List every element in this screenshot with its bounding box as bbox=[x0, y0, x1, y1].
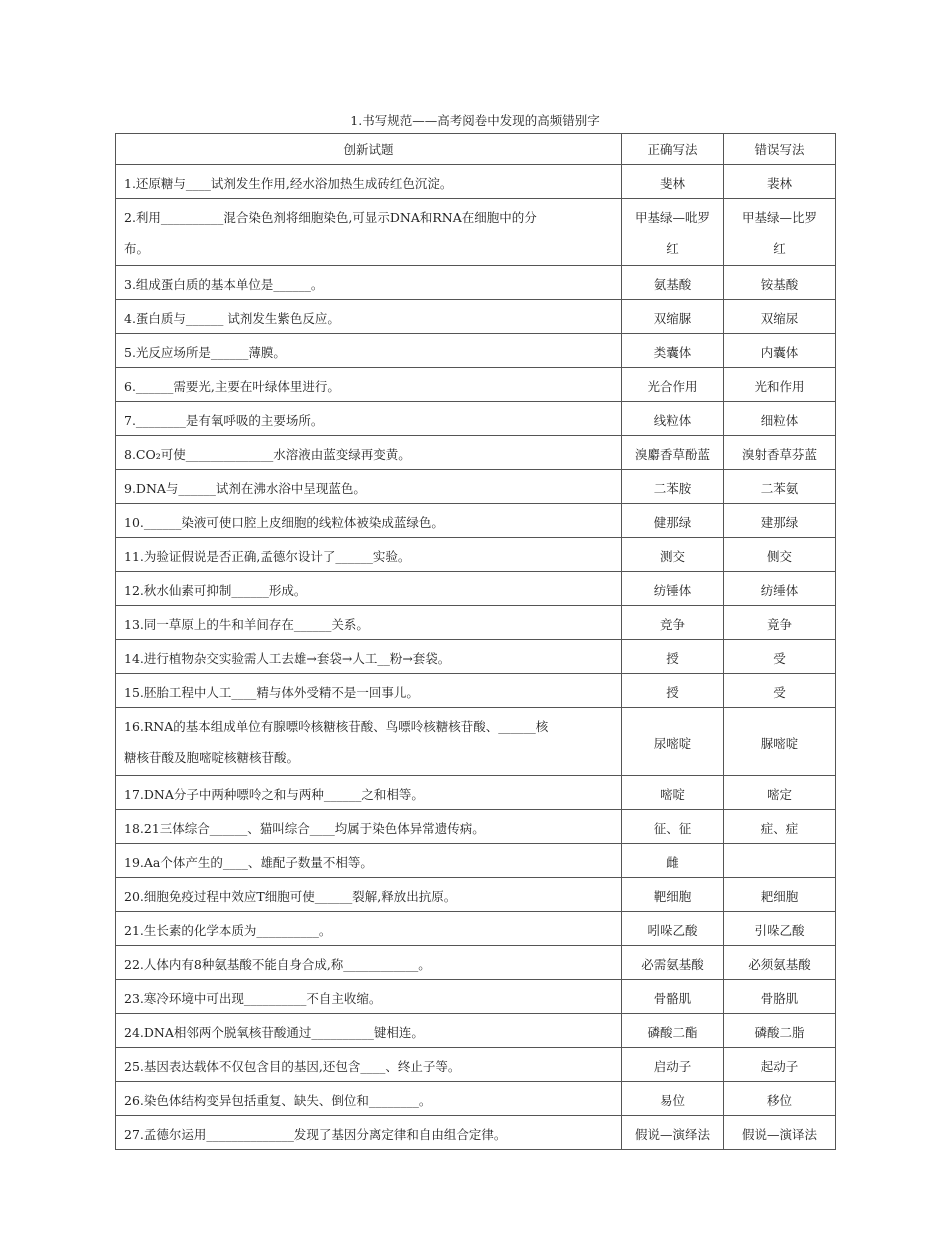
table-row bbox=[116, 911, 836, 945]
wrong-answer-cell bbox=[724, 979, 836, 1013]
wrong-answer-text: 光和作用 bbox=[754, 379, 805, 395]
wrong-answer-cell bbox=[724, 368, 836, 402]
table-row bbox=[116, 979, 836, 1013]
question-text: 9.DNA与______试剂在沸水浴中呈现蓝色。 bbox=[124, 481, 366, 497]
wrong-answer-text: 铵基酸 bbox=[760, 277, 799, 293]
wrong-answer-text: 耙细胞 bbox=[760, 888, 799, 904]
table-row bbox=[116, 877, 836, 911]
wrong-answer-text: 侧交 bbox=[766, 549, 792, 565]
question-cell bbox=[116, 504, 622, 538]
wrong-answer-cell bbox=[724, 1081, 836, 1115]
correct-answer-text: 测交 bbox=[659, 549, 685, 565]
typo-table bbox=[115, 133, 836, 1150]
correct-answer-cell bbox=[622, 334, 724, 368]
table-row bbox=[116, 708, 836, 775]
wrong-answer-text: 受 bbox=[773, 651, 786, 667]
correct-answer-cell bbox=[622, 300, 724, 334]
wrong-answer-text: 二苯氨 bbox=[760, 481, 799, 497]
question-text: 7.________是有氧呼吸的主要场所。 bbox=[124, 413, 324, 429]
question-cell bbox=[116, 266, 622, 300]
correct-answer-text: 纺锤体 bbox=[653, 583, 692, 599]
correct-answer-text: 吲哚乙酸 bbox=[647, 922, 698, 938]
wrong-answer-cell bbox=[724, 300, 836, 334]
wrong-answer-cell bbox=[724, 640, 836, 674]
question-cell bbox=[116, 1047, 622, 1081]
wrong-answer-cell bbox=[724, 809, 836, 843]
question-cell bbox=[116, 334, 622, 368]
question-cell bbox=[116, 809, 622, 843]
table-row bbox=[116, 775, 836, 809]
correct-answer-cell bbox=[622, 199, 724, 266]
correct-answer-text: 健那绿 bbox=[653, 515, 692, 531]
wrong-answer-text: 必须氨基酸 bbox=[748, 956, 811, 972]
question-text: 糖核苷酸及胞嘧啶核糖核苷酸。 bbox=[124, 750, 300, 766]
wrong-answer-cell bbox=[724, 266, 836, 300]
question-text: 2.利用__________混合染色剂将细胞染色,可显示DNA和RNA在细胞中的分 bbox=[124, 210, 537, 225]
question-cell bbox=[116, 606, 622, 640]
wrong-answer-text: 纺缍体 bbox=[760, 583, 799, 599]
question-text: 27.孟德尔运用______________发现了基因分离定律和自由组合定律。 bbox=[124, 1126, 507, 1142]
question-cell bbox=[116, 572, 622, 606]
table-row bbox=[116, 572, 836, 606]
question-cell bbox=[116, 538, 622, 572]
correct-answer-text: 靶细胞 bbox=[653, 888, 692, 904]
question-text: 10.______染液可使口腔上皮细胞的线粒体被染成蓝绿色。 bbox=[124, 515, 444, 531]
question-cell bbox=[116, 843, 622, 877]
correct-answer-cell bbox=[622, 504, 724, 538]
wrong-answer-cell bbox=[724, 402, 836, 436]
correct-answer-text: 甲基绿—吡罗 bbox=[634, 210, 710, 225]
correct-answer-text: 二苯胺 bbox=[653, 481, 692, 497]
wrong-answer-cell bbox=[724, 775, 836, 809]
table-row bbox=[116, 674, 836, 708]
question-text: 16.RNA的基本组成单位有腺嘌呤核糖核苷酸、鸟嘌呤核糖核苷酸、______核 bbox=[124, 719, 549, 735]
question-cell bbox=[116, 640, 622, 674]
correct-answer-text: 光合作用 bbox=[647, 379, 698, 395]
wrong-answer-cell bbox=[724, 334, 836, 368]
wrong-answer-text: 裴林 bbox=[766, 176, 792, 191]
question-cell bbox=[116, 877, 622, 911]
wrong-answer-cell bbox=[724, 606, 836, 640]
question-cell bbox=[116, 979, 622, 1013]
correct-answer-cell bbox=[622, 1115, 724, 1149]
header-question: 创新试题 bbox=[116, 134, 622, 165]
wrong-answer-text: 引哚乙酸 bbox=[754, 922, 805, 938]
table-row bbox=[116, 300, 836, 334]
header-wrong: 错误写法 bbox=[724, 134, 836, 165]
question-text: 3.组成蛋白质的基本单位是______。 bbox=[124, 277, 324, 293]
wrong-answer-cell bbox=[724, 708, 836, 775]
wrong-answer-cell bbox=[724, 572, 836, 606]
correct-answer-text: 竞争 bbox=[659, 617, 685, 633]
header-correct: 正确写法 bbox=[622, 134, 724, 165]
question-cell bbox=[116, 368, 622, 402]
page-title: 1.书写规范——高考阅卷中发现的高频错别字 bbox=[350, 113, 600, 128]
question-text: 12.秋水仙素可抑制______形成。 bbox=[124, 583, 307, 599]
question-text: 8.CO₂可使______________水溶液由蓝变绿再变黄。 bbox=[124, 447, 411, 463]
correct-answer-cell bbox=[622, 708, 724, 775]
question-cell bbox=[116, 911, 622, 945]
correct-answer-cell bbox=[622, 911, 724, 945]
table-row bbox=[116, 334, 836, 368]
correct-answer-text: 启动子 bbox=[653, 1058, 692, 1074]
correct-answer-cell bbox=[622, 843, 724, 877]
correct-answer-text: 征、征 bbox=[653, 820, 692, 836]
table-row bbox=[116, 809, 836, 843]
table-row bbox=[116, 470, 836, 504]
table-body bbox=[116, 165, 836, 1150]
correct-answer-text: 氨基酸 bbox=[653, 277, 692, 293]
wrong-answer-cell bbox=[724, 165, 836, 199]
wrong-answer-cell bbox=[724, 1013, 836, 1047]
question-cell bbox=[116, 402, 622, 436]
table-row bbox=[116, 402, 836, 436]
correct-answer-cell bbox=[622, 572, 724, 606]
wrong-answer-text: 起动子 bbox=[760, 1058, 799, 1074]
question-text: 4.蛋白质与______ 试剂发生紫色反应。 bbox=[124, 311, 340, 327]
correct-answer-cell bbox=[622, 979, 724, 1013]
correct-answer-text: 线粒体 bbox=[653, 413, 692, 429]
question-text: 5.光反应场所是______薄膜。 bbox=[124, 345, 286, 361]
wrong-answer-text: 双缩尿 bbox=[760, 311, 799, 327]
correct-answer-cell bbox=[622, 775, 724, 809]
question-cell bbox=[116, 945, 622, 979]
correct-answer-cell bbox=[622, 1047, 724, 1081]
question-cell bbox=[116, 300, 622, 334]
question-cell bbox=[116, 708, 622, 775]
table-row bbox=[116, 504, 836, 538]
header-row bbox=[116, 134, 836, 165]
wrong-answer-text: 脲嘧啶 bbox=[760, 735, 799, 751]
correct-answer-cell bbox=[622, 945, 724, 979]
question-cell bbox=[116, 165, 622, 199]
correct-answer-cell bbox=[622, 606, 724, 640]
correct-answer-text: 溴麝香草酚蓝 bbox=[634, 447, 710, 463]
correct-answer-cell bbox=[622, 877, 724, 911]
wrong-answer-text: 症、症 bbox=[760, 820, 799, 836]
correct-answer-text: 骨骼肌 bbox=[653, 990, 692, 1006]
question-cell bbox=[116, 1013, 622, 1047]
wrong-answer-text: 假说—演译法 bbox=[741, 1126, 817, 1142]
table-row bbox=[116, 199, 836, 266]
wrong-answer-text: 骨胳肌 bbox=[760, 990, 799, 1006]
correct-answer-text: 双缩脲 bbox=[653, 311, 692, 327]
table-row bbox=[116, 1047, 836, 1081]
question-text: 6.______需要光,主要在叶绿体里进行。 bbox=[124, 379, 340, 395]
wrong-answer-text: 内囊体 bbox=[760, 345, 799, 361]
question-cell bbox=[116, 1115, 622, 1149]
wrong-answer-text: 受 bbox=[773, 685, 786, 701]
table-row bbox=[116, 1081, 836, 1115]
table-row bbox=[116, 1115, 836, 1149]
correct-answer-cell bbox=[622, 809, 724, 843]
correct-answer-text: 磷酸二酯 bbox=[647, 1024, 698, 1040]
table-row bbox=[116, 368, 836, 402]
wrong-answer-cell bbox=[724, 504, 836, 538]
question-text: 20.细胞免疫过程中效应T细胞可使______裂解,释放出抗原。 bbox=[124, 888, 457, 904]
wrong-answer-text: 移位 bbox=[766, 1092, 792, 1108]
question-text: 15.胚胎工程中人工____精与体外受精不是一回事儿。 bbox=[124, 685, 419, 701]
wrong-answer-cell bbox=[724, 1115, 836, 1149]
table-row bbox=[116, 640, 836, 674]
correct-answer-text: 易位 bbox=[659, 1092, 685, 1108]
table-row bbox=[116, 165, 836, 199]
correct-answer-text: 雌 bbox=[666, 854, 679, 870]
correct-answer-text: 类囊体 bbox=[653, 345, 692, 361]
wrong-answer-cell bbox=[724, 945, 836, 979]
wrong-answer-cell bbox=[724, 1047, 836, 1081]
question-text: 布。 bbox=[124, 241, 150, 256]
correct-answer-cell bbox=[622, 674, 724, 708]
question-cell bbox=[116, 775, 622, 809]
table-row bbox=[116, 843, 836, 877]
wrong-answer-text: 嘧定 bbox=[766, 786, 792, 802]
correct-answer-cell bbox=[622, 436, 724, 470]
correct-answer-cell bbox=[622, 470, 724, 504]
correct-answer-cell bbox=[622, 1081, 724, 1115]
question-cell bbox=[116, 1081, 622, 1115]
table-row bbox=[116, 266, 836, 300]
correct-answer-cell bbox=[622, 165, 724, 199]
correct-answer-text: 尿嘧啶 bbox=[653, 735, 692, 751]
wrong-answer-cell bbox=[724, 674, 836, 708]
wrong-answer-cell bbox=[724, 877, 836, 911]
correct-answer-cell bbox=[622, 538, 724, 572]
question-text: 19.Aa个体产生的____、雄配子数量不相等。 bbox=[124, 854, 373, 870]
correct-answer-text: 嘧啶 bbox=[659, 786, 685, 802]
table-row bbox=[116, 606, 836, 640]
correct-answer-cell bbox=[622, 640, 724, 674]
question-text: 23.寒冷环境中可出现__________不自主收缩。 bbox=[124, 990, 382, 1006]
wrong-answer-text: 红 bbox=[773, 241, 786, 256]
wrong-answer-cell bbox=[724, 843, 836, 877]
wrong-answer-text: 溴射香草芬蓝 bbox=[741, 447, 817, 463]
correct-answer-text: 授 bbox=[666, 651, 679, 667]
table-row bbox=[116, 1013, 836, 1047]
question-text: 1.还原糖与____试剂发生作用,经水浴加热生成砖红色沉淀。 bbox=[124, 176, 453, 191]
question-cell bbox=[116, 199, 622, 266]
question-text: 25.基因表达载体不仅包含目的基因,还包含____、终止子等。 bbox=[124, 1058, 461, 1074]
correct-answer-cell bbox=[622, 402, 724, 436]
wrong-answer-cell bbox=[724, 199, 836, 266]
wrong-answer-cell bbox=[724, 470, 836, 504]
table-row bbox=[116, 538, 836, 572]
wrong-answer-cell bbox=[724, 911, 836, 945]
wrong-answer-text: 甲基绿—比罗 bbox=[741, 210, 817, 225]
wrong-answer-text: 竟争 bbox=[766, 617, 792, 633]
question-text: 26.染色体结构变异包括重复、缺失、倒位和________。 bbox=[124, 1092, 432, 1108]
question-text: 18.21三体综合______、猫叫综合____均属于染色体异常遗传病。 bbox=[124, 820, 485, 836]
wrong-answer-text: 细粒体 bbox=[760, 413, 799, 429]
wrong-answer-cell bbox=[724, 436, 836, 470]
question-text: 13.同一草原上的牛和羊间存在______关系。 bbox=[124, 617, 369, 633]
question-text: 21.生长素的化学本质为__________。 bbox=[124, 922, 332, 938]
wrong-answer-text: 磷酸二脂 bbox=[754, 1024, 805, 1040]
wrong-answer-cell bbox=[724, 538, 836, 572]
correct-answer-cell bbox=[622, 368, 724, 402]
question-text: 22.人体内有8种氨基酸不能自身合成,称____________。 bbox=[124, 956, 431, 972]
question-text: 24.DNA相邻两个脱氧核苷酸通过__________键相连。 bbox=[124, 1024, 424, 1040]
wrong-answer-text: 建那绿 bbox=[760, 515, 799, 531]
correct-answer-text: 斐林 bbox=[659, 176, 685, 191]
correct-answer-text: 必需氨基酸 bbox=[641, 956, 704, 972]
correct-answer-cell bbox=[622, 266, 724, 300]
table-row bbox=[116, 945, 836, 979]
question-text: 17.DNA分子中两种嘌呤之和与两种______之和相等。 bbox=[124, 786, 424, 802]
correct-answer-text: 授 bbox=[666, 685, 679, 701]
correct-answer-text: 红 bbox=[666, 241, 679, 256]
question-cell bbox=[116, 674, 622, 708]
question-text: 14.进行植物杂交实验需人工去雄→套袋→人工__粉→套袋。 bbox=[124, 651, 451, 667]
question-cell bbox=[116, 436, 622, 470]
correct-answer-cell bbox=[622, 1013, 724, 1047]
correct-answer-text: 假说—演绎法 bbox=[634, 1126, 710, 1142]
table-row bbox=[116, 436, 836, 470]
question-text: 11.为验证假说是否正确,孟德尔设计了______实验。 bbox=[124, 549, 411, 565]
question-cell bbox=[116, 470, 622, 504]
